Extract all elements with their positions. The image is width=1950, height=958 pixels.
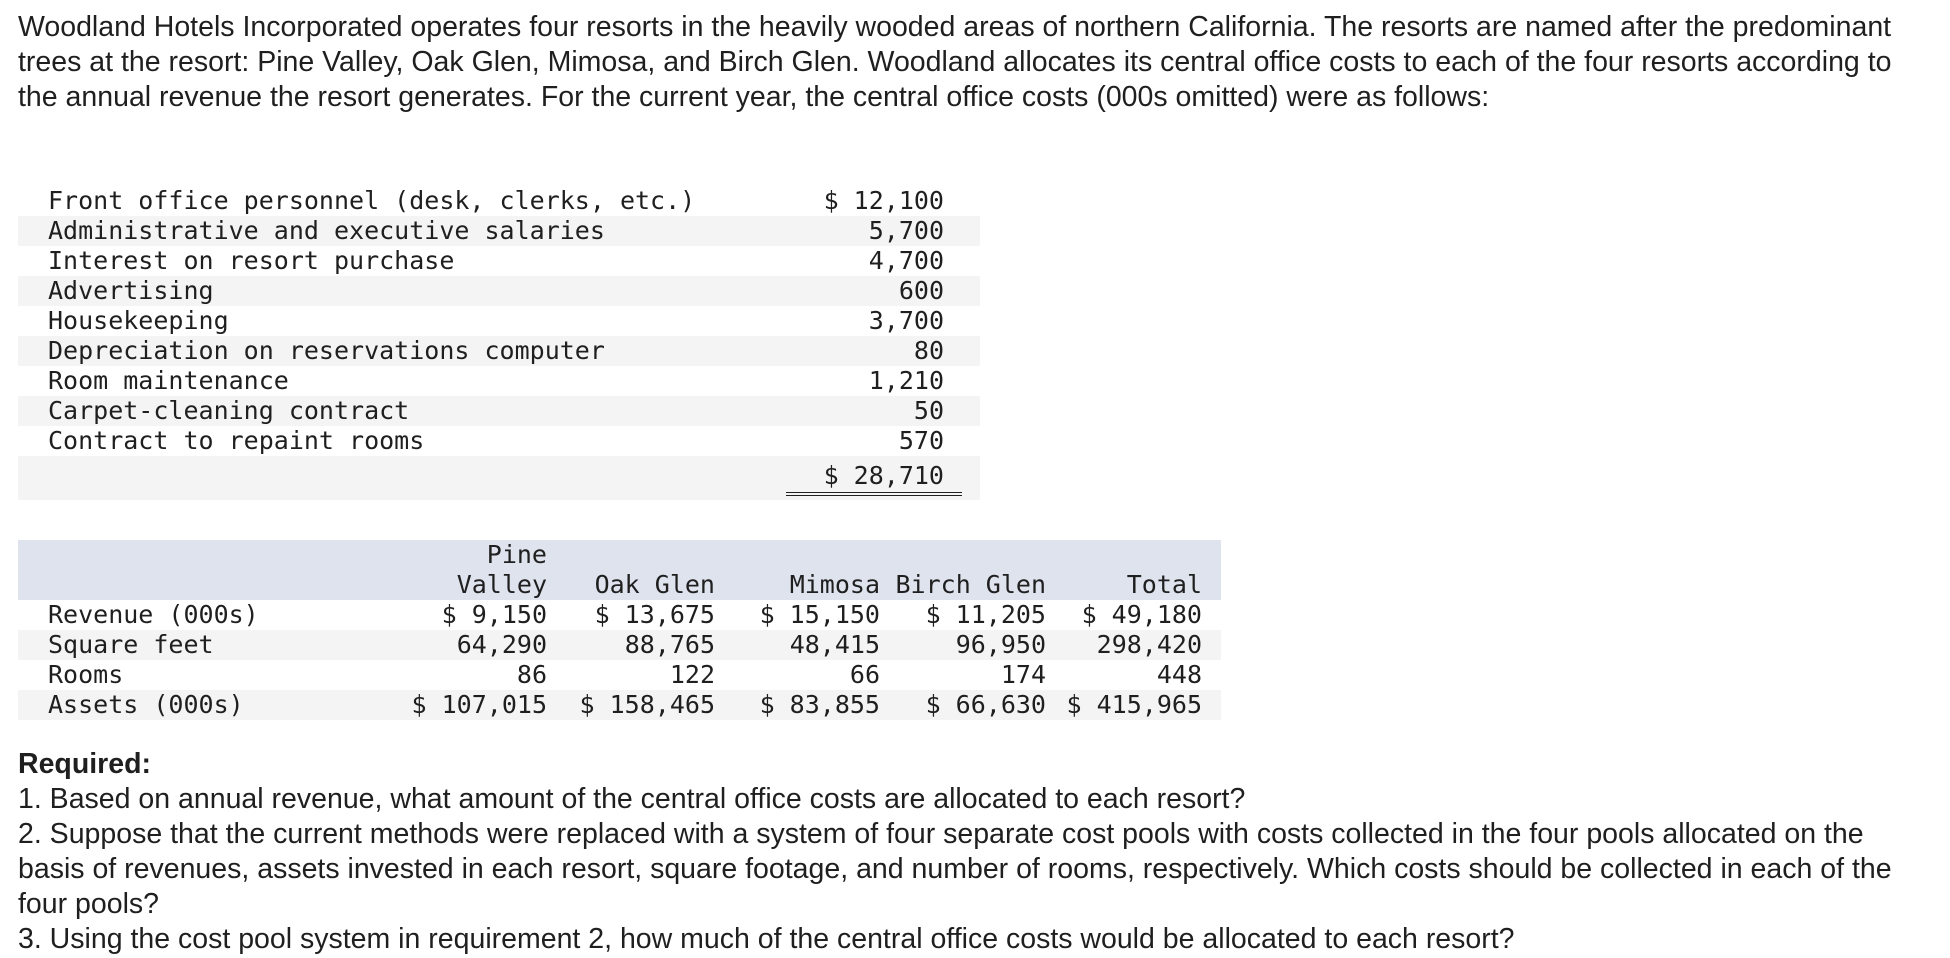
central-office-cost-table bbox=[18, 186, 980, 500]
table-cell: 96,950 bbox=[955, 630, 1046, 659]
resort-data-table bbox=[18, 540, 1221, 720]
table-cell: 66 bbox=[849, 660, 880, 689]
cost-label: Contract to repaint rooms bbox=[48, 426, 425, 455]
cost-label: Interest on resort purchase bbox=[48, 246, 455, 275]
cost-total-row bbox=[18, 456, 980, 500]
column-header: Birch Glen bbox=[895, 570, 1046, 599]
row-label: Revenue (000s) bbox=[48, 600, 259, 629]
cost-amount: 50 bbox=[913, 396, 944, 425]
row-label: Square feet bbox=[48, 630, 214, 659]
cost-amount: 570 bbox=[786, 426, 962, 457]
cost-row bbox=[18, 336, 980, 366]
table-cell: $ 107,015 bbox=[411, 690, 547, 719]
table-header bbox=[18, 540, 1221, 600]
table-cell: 86 bbox=[516, 660, 547, 689]
table-row bbox=[18, 690, 1221, 720]
table-cell: $ 13,675 bbox=[594, 600, 715, 629]
cost-label: Administrative and executive salaries bbox=[48, 216, 605, 245]
table-cell: 174 bbox=[1000, 660, 1046, 689]
cost-total: $ 28,710 bbox=[786, 456, 962, 496]
cost-label: Room maintenance bbox=[48, 366, 289, 395]
cost-amount: 3,700 bbox=[868, 306, 944, 335]
table-cell: 88,765 bbox=[624, 630, 715, 659]
table-cell: $ 415,965 bbox=[1066, 690, 1202, 719]
table-cell: $ 83,855 bbox=[759, 690, 880, 719]
cost-amount: 600 bbox=[898, 276, 944, 305]
cost-row bbox=[18, 246, 980, 276]
cost-label: Front office personnel (desk, clerks, etc.) bbox=[48, 186, 696, 215]
cost-label: Depreciation on reservations computer bbox=[48, 336, 605, 365]
cost-amount: $ 12,100 bbox=[823, 186, 944, 215]
column-header: Valley bbox=[456, 570, 547, 599]
table-cell: 64,290 bbox=[456, 630, 547, 659]
column-header-line1: Pine bbox=[486, 540, 547, 569]
problem-intro: Woodland Hotels Incorporated operates four resorts in the heavily wooded areas of northern California. The resorts are named after the predominant trees at the resort: Pine Valley, Oak Glen, Mimosa, and Birch Glen. Woodland allocates its central office costs to each of the four resorts according to the annual revenue the resort generates. For the current year, the central office costs (000s omitted) were as follows: bbox=[18, 11, 1892, 113]
row-label: Assets (000s) bbox=[48, 690, 244, 719]
column-header: Oak Glen bbox=[594, 570, 715, 599]
cost-row bbox=[18, 396, 980, 426]
table-cell: $ 66,630 bbox=[925, 690, 1046, 719]
table-cell: $ 15,150 bbox=[759, 600, 880, 629]
cost-amount: 5,700 bbox=[868, 216, 944, 245]
table-cell: 448 bbox=[1156, 660, 1202, 689]
cost-row bbox=[18, 306, 980, 336]
cost-row bbox=[18, 186, 980, 216]
table-cell: $ 49,180 bbox=[1081, 600, 1202, 629]
required-section bbox=[18, 747, 1923, 957]
requirement-item: 2. Suppose that the current methods were replaced with a system of four separate cost pools with costs collected in the four pools allocated on the basis of revenues, assets invested in each resort, square footage, and number of rooms, respectively. Which costs should be collected in each of the four pools? bbox=[18, 818, 1892, 920]
column-header: Mimosa bbox=[789, 570, 880, 599]
table-cell: $ 158,465 bbox=[579, 690, 715, 719]
column-header: Total bbox=[1126, 570, 1202, 599]
cost-amount: 80 bbox=[913, 336, 944, 365]
row-label: Rooms bbox=[48, 660, 124, 689]
cost-amount: 4,700 bbox=[868, 246, 944, 275]
table-cell: 298,420 bbox=[1096, 630, 1202, 659]
table-row bbox=[18, 660, 1221, 690]
table-cell: $ 11,205 bbox=[925, 600, 1046, 629]
table-cell: $ 9,150 bbox=[441, 600, 547, 629]
table-row bbox=[18, 600, 1221, 630]
table-cell: 122 bbox=[669, 660, 715, 689]
cost-label: Carpet-cleaning contract bbox=[48, 396, 410, 425]
requirement-item: 1. Based on annual revenue, what amount of the central office costs are allocated to each resort? bbox=[18, 783, 1246, 815]
requirement-item: 3. Using the cost pool system in requirement 2, how much of the central office costs would be allocated to each resort? bbox=[18, 923, 1515, 955]
cost-label: Advertising bbox=[48, 276, 214, 305]
cost-amount: 1,210 bbox=[868, 366, 944, 395]
table-row bbox=[18, 630, 1221, 660]
cost-label: Housekeeping bbox=[48, 306, 229, 335]
cost-row bbox=[18, 216, 980, 246]
cost-row bbox=[18, 366, 980, 396]
cost-row bbox=[18, 426, 980, 456]
required-heading: Required: bbox=[18, 748, 152, 780]
table-cell: 48,415 bbox=[789, 630, 880, 659]
cost-row bbox=[18, 276, 980, 306]
